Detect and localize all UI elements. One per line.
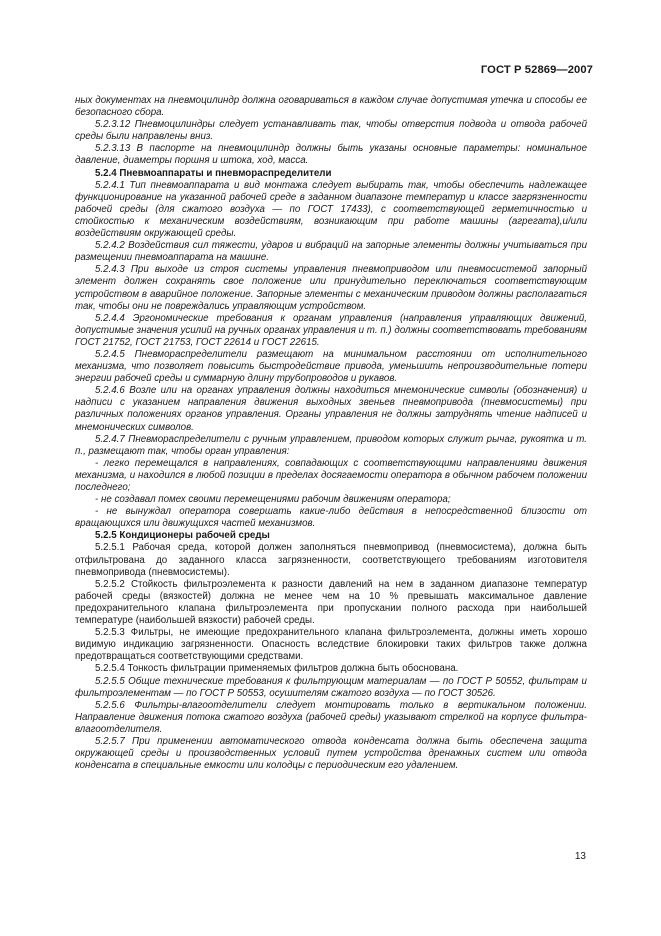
- paragraph: 5.2.4.2 Воздействия сил тяжести, ударов и вибраций на запорные элементы должны учитываться при размещении пневмоаппарата на машине.: [75, 240, 587, 264]
- paragraph: 5.2.4.7 Пневмораспределители с ручным управлением, приводом которых служит рычаг, рукоятка и т. п., размещают так, чтобы орган управления:: [75, 433, 587, 457]
- paragraph: 5.2.4.6 Возле или на органах управления должны находиться мнемонические символы (обозначения) и надписи с указанием направления движения выходных звеньев пневмопривода (пневмосистемы) при различных положениях органов управления. Органы управления не должны затруднять чтение надписей и мнемонических символов.: [75, 385, 587, 433]
- paragraph: 5.2.4.3 При выходе из строя системы управления пневмоприводом или пневмосистемой запорный элемент должен сохранять свое положение или принудительно переключаться соответствующим устройством в аварийное положение. Запорные элементы с механическим приводом должны располагаться так, чтобы они не повреждались управляющим устройством.: [75, 264, 587, 312]
- paragraph: 5.2.5.3 Фильтры, не имеющие предохранительного клапана фильтроэлемента, должны иметь хорошо видимую индикацию загрязненности. Опасность вследствие блокировки таких фильтров также должна предотвращаться соответствующими средствами.: [75, 627, 587, 663]
- paragraph: 5.2.4.5 Пневмораспределители размещают на минимальном расстоянии от исполнительного механизма, что позволяет повысить быстродействие привода, уменьшить непроизводительные потери энергии рабочей среды и суммарную длину трубопроводов и рукавов.: [75, 348, 587, 385]
- section-heading: 5.2.4 Пневмоаппараты и пневмораспределители: [95, 167, 332, 179]
- paragraph: 5.2.5.4 Тонкость фильтрации применяемых фильтров должна быть обоснована.: [95, 663, 459, 675]
- document-body: [75, 95, 587, 772]
- paragraph: 5.2.5.1 Рабочая среда, которой должен заполняться пневмопривод (пневмосистема), должна быть отфильтрована до заданного класса загрязненности, соответствующего требованиям изготовителя пневмопривода (пневмосистемы).: [75, 542, 587, 578]
- paragraph: 5.2.4.1 Тип пневмоаппарата и вид монтажа следует выбирать так, чтобы обеспечить надлежащее функционирование на указанной рабочей среде в заданном диапазоне температур и классе загрязненности рабочей среды (для сжатого воздуха — по ГОСТ 17433), с соответствующей герметичностью и стойкостью к механическим воздействиям, возникающим при работе машины (агрегата),и/или воздействиям окружающей среды.: [75, 179, 587, 240]
- paragraph: 5.2.5.7 При применении автоматического отвода конденсата должна быть обеспечена защита окружающей среды и производственных условий путем устройства дренажных систем или отвода конденсата в специальные емкости или колодцы с периодическим его удалением.: [75, 735, 587, 772]
- paragraph: 5.2.5.2 Стойкость фильтроэлемента к разности давлений на нем в заданном диапазоне температур рабочей среды (вязкостей) должна не менее чем на 10 % превышать максимальное давление предохранительного клапана фильтроэлемента при пропускании полного расхода при наибольшей температуре (наибольшей вязкости) рабочей среды.: [75, 578, 587, 627]
- paragraph: 5.2.4.4 Эргономические требования к органам управления (направления управляющих движений, допустимые значения усилий на ручных органах управления и т. п.) должны соответствовать требованиям ГОСТ 21752, ГОСТ 21753, ГОСТ 22614 и ГОСТ 22615.: [75, 312, 587, 348]
- paragraph: - не вынуждал оператора совершать какие-либо действия в непосредственной близости от вращающихся или движущихся частей механизмов.: [75, 506, 587, 530]
- standard-header: ГОСТ Р 52869—2007: [480, 64, 593, 76]
- paragraph: - легко перемещался в направлениях, совпадающих с соответствующими направлениями движения механизма, и находился в любой позиции в пределах досягаемости оператора в обычном рабочем положении последнего;: [75, 457, 587, 493]
- section-heading: 5.2.5 Кондиционеры рабочей среды: [95, 530, 270, 542]
- paragraph: ных документах на пневмоцилиндр должна оговариваться в каждом случае допустимая утечка и способы ее безопасного сбора.: [75, 95, 587, 119]
- page-number: 13: [574, 851, 586, 862]
- paragraph: 5.2.3.13 В паспорте на пневмоцилиндр должны быть указаны основные параметры: номинальное давление, диаметры поршня и штока, ход, масса.: [75, 143, 587, 167]
- paragraph: 5.2.5.5 Общие технические требования к фильтрующим материалам — по ГОСТ Р 50552, фильтрам и фильтроэлементам — по ГОСТ Р 50553, осушителям сжатого воздуха — по ГОСТ 30526.: [75, 675, 587, 699]
- paragraph: 5.2.3.12 Пневмоцилиндры следует устанавливать так, чтобы отверстия подвода и отвода рабочей среды были направлены вниз.: [75, 119, 587, 143]
- paragraph: 5.2.5.6 Фильтры-влагоотделители следует монтировать только в вертикальном положении. Направление движения потока сжатого воздуха (рабочей среды) указывают стрелкой на корпусе фильтра-влагоотделителя.: [75, 699, 587, 735]
- paragraph: - не создавал помех своими перемещениями рабочим движениям оператора;: [95, 494, 451, 506]
